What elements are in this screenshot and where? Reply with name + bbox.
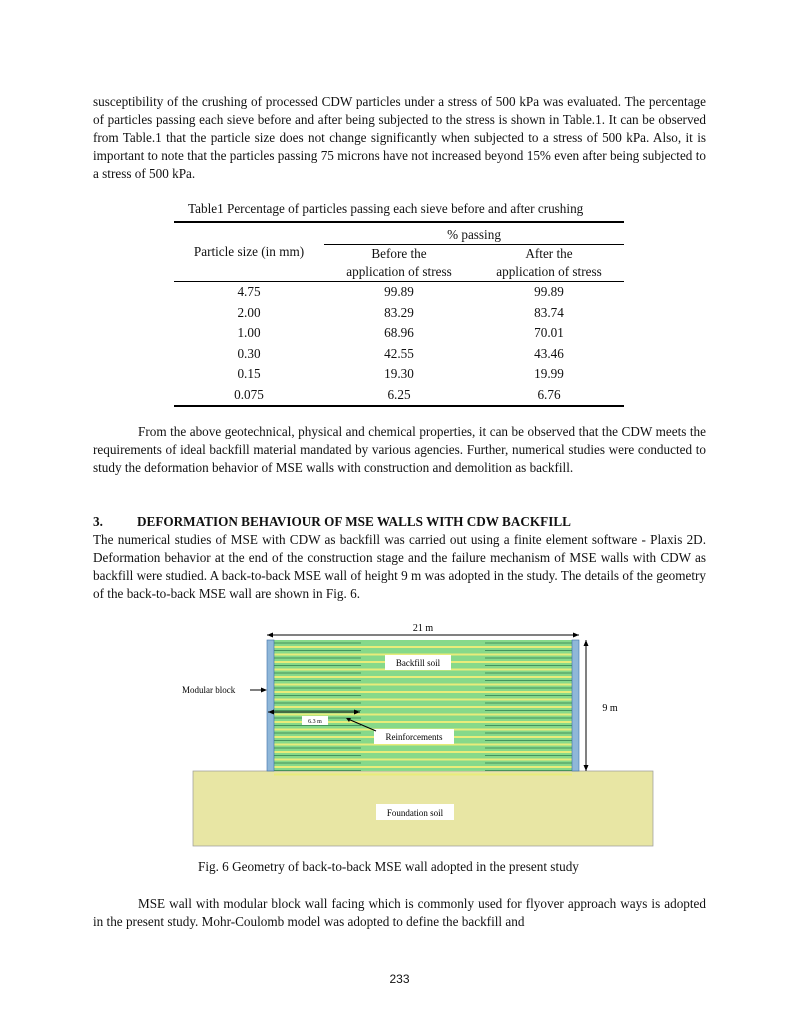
sieve-table — [174, 221, 624, 407]
paragraph-modular: MSE wall with modular block wall facing which is commonly used for flyover approach ways is adopted in the present study. Mohr-Coulomb model was adopted to define the backfill and — [93, 896, 706, 929]
table-cell-after: 70.01 — [534, 325, 564, 340]
soil-band — [274, 699, 572, 701]
table-row — [174, 364, 624, 385]
paragraph-numerical: The numerical studies of MSE with CDW as backfill was carried out using a finite element software - Plaxis 2D. Deformation behavior at the end of the construction stage and the failure mechanism of MSE walls with CDW as backfill were studied. A back-to-back MSE wall of height 9 m was adopted in the study. The details of the geometry of the back-to-back MSE wall are shown in Fig. 6. — [93, 532, 706, 601]
soil-band — [274, 714, 572, 716]
header-before-line1: Before the — [371, 246, 427, 261]
page-number: 233 — [389, 972, 410, 986]
table-row — [174, 282, 624, 303]
table-cell-after: 83.74 — [534, 304, 564, 320]
header-particle-size: Particle size (in mm) — [174, 222, 324, 282]
backfill-label: Backfill soil — [395, 658, 441, 668]
soil-band — [274, 751, 572, 753]
height-arrow-top — [584, 640, 589, 646]
table-row — [174, 323, 624, 344]
soil-band — [274, 684, 572, 686]
figure-mse-wall — [180, 620, 660, 857]
modular-pointer-arrow — [261, 688, 267, 693]
section-number: 3. — [93, 514, 103, 529]
soil-band — [274, 774, 572, 776]
width-arrow-right — [573, 633, 579, 638]
foundation-label: Foundation soil — [386, 808, 444, 818]
header-percent-passing: % passing — [324, 222, 624, 245]
reinf-length-label: 6.3 m — [308, 719, 322, 725]
soil-band — [274, 766, 572, 768]
soil-band — [274, 646, 572, 648]
height-label: 9 m — [602, 703, 618, 714]
section-title: DEFORMATION BEHAVIOUR OF MSE WALLS WITH CDW BACKFILL — [137, 514, 571, 529]
table-cell-size: 1.00 — [237, 325, 261, 340]
header-after-line1: After the — [525, 246, 573, 261]
table-cell-after: 43.46 — [534, 345, 564, 361]
table-cell-before: 19.30 — [384, 366, 414, 381]
soil-band — [274, 676, 572, 678]
table-cell-size: 0.15 — [237, 366, 261, 381]
width-label: 21 m — [412, 623, 434, 634]
reinforcement-label: Reinforcements — [385, 732, 443, 742]
soil-band — [274, 706, 572, 708]
table-row — [174, 385, 624, 407]
table-cell-size: 2.00 — [237, 304, 261, 320]
table-cell-before: 6.25 — [324, 385, 474, 407]
table-row — [174, 344, 624, 365]
soil-band — [274, 691, 572, 693]
table-cell-after: 6.76 — [474, 385, 624, 407]
modular-block-label: Modular block — [182, 685, 236, 695]
table-cell-after: 99.89 — [534, 284, 564, 299]
header-before — [324, 245, 474, 282]
height-arrow-bottom — [584, 765, 589, 771]
paragraph-crushing: susceptibility of the crushing of processed CDW particles under a stress of 500 kPa was evaluated. The percentage of particles passing each sieve before and after being subjected to the stress is shown in Table.1. It can be observed from Table.1 that the particle size does not change significantly when subjected to a stress of 500 kPa. Also, it is important to note that the particles passing 75 microns have not increased beyond 15% even after being subjected to a stress of 500 kPa. — [93, 94, 706, 181]
header-after — [474, 245, 624, 282]
table-cell-size: 0.30 — [237, 345, 261, 361]
table-caption: Table1 Percentage of particles passing each sieve before and after crushing — [188, 201, 584, 216]
table-cell-before: 42.55 — [384, 345, 414, 361]
paragraph-properties: From the above geotechnical, physical and chemical properties, it can be observed that the CDW meets the requirements of ideal backfill material mandated by various agencies. Further, numerical studies were conducted to study the deformation behavior of MSE walls with construction and demolition as backfill. — [93, 424, 706, 475]
soil-band — [274, 759, 572, 761]
mse-wall-diagram — [180, 620, 660, 852]
table-cell-before: 99.89 — [384, 284, 414, 299]
table-cell-size: 0.075 — [174, 385, 324, 407]
section-heading — [93, 514, 571, 530]
table-cell-before: 83.29 — [384, 304, 414, 320]
width-arrow-left — [267, 633, 273, 638]
table-cell-before: 68.96 — [384, 325, 414, 340]
right-modular-facing — [572, 640, 579, 771]
table-row — [174, 303, 624, 324]
header-after-line2: application of stress — [496, 264, 602, 279]
header-before-line2: application of stress — [346, 264, 452, 279]
left-modular-facing — [267, 640, 274, 771]
table-cell-size: 4.75 — [237, 284, 261, 299]
table-cell-after: 19.99 — [534, 366, 564, 381]
figure-caption: Fig. 6 Geometry of back-to-back MSE wall adopted in the present study — [198, 859, 579, 874]
